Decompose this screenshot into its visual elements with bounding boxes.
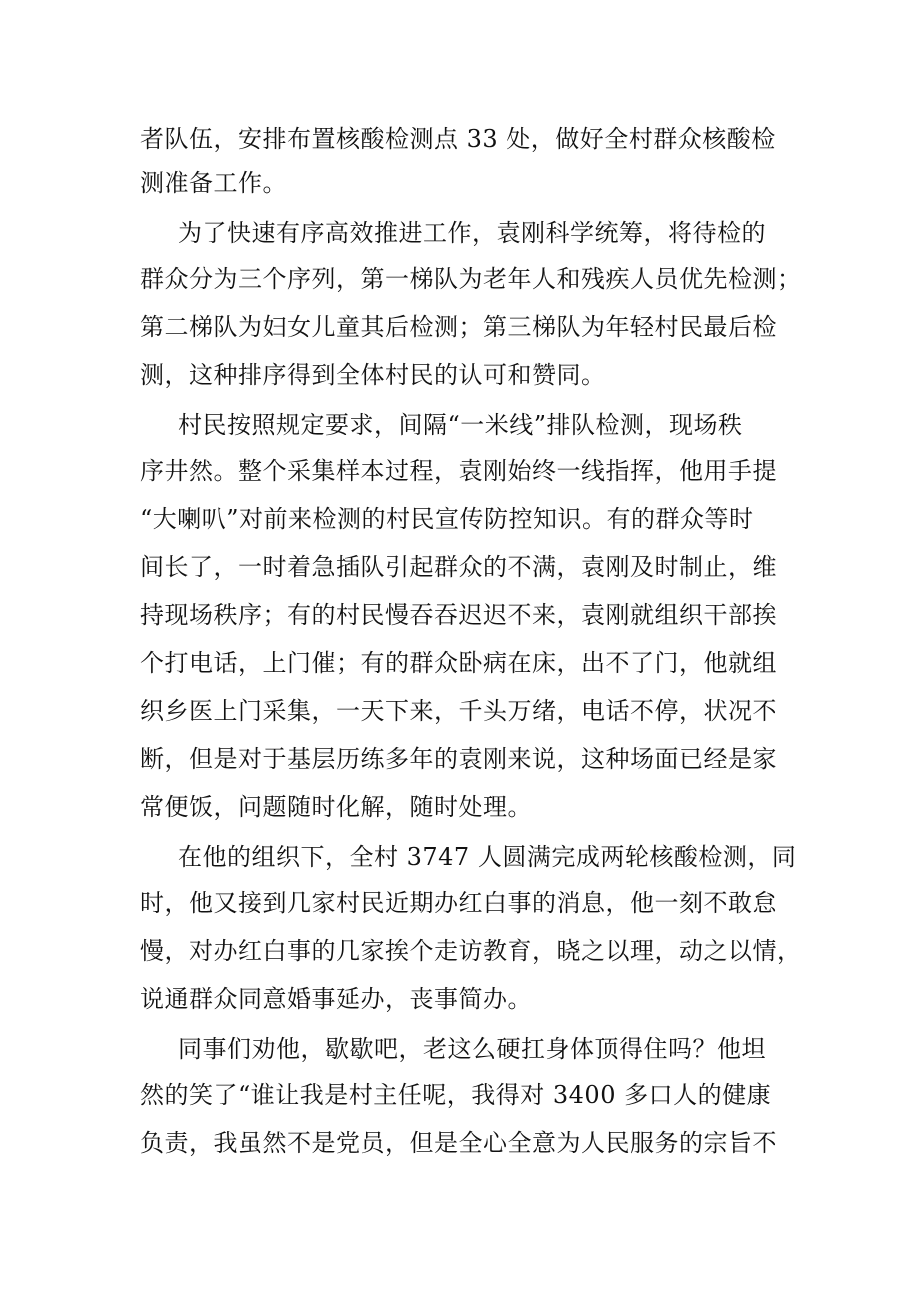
paragraph-first-line: 在他的组织下，全村 3747 人圆满完成两轮核酸检测，同: [178, 843, 797, 871]
text-line: 测准备工作。: [140, 169, 287, 197]
text-line: 第二梯队为妇女儿童其后检测；第三梯队为年轻村民最后检: [140, 313, 777, 341]
text-line: 说通群众同意婚事延办，丧事简办。: [140, 985, 532, 1013]
text-line: 测，这种排序得到全体村民的认可和赞同。: [140, 361, 606, 389]
text-line: 个打电话，上门催；有的群众卧病在床，出不了门，他就组: [140, 649, 777, 677]
text-line: 时，他又接到几家村民近期办红白事的消息，他一刻不敢怠: [140, 889, 777, 917]
text-line: 织乡医上门采集，一天下来，千头万绪，电话不停，状况不: [140, 697, 777, 725]
text-line: 断，但是对于基层历练多年的袁刚来说，这种场面已经是家: [140, 745, 777, 773]
text-line: 序井然。整个采集样本过程，袁刚始终一线指挥，他用手提: [140, 457, 777, 485]
paragraph-first-line: 同事们劝他，歇歇吧，老这么硬扛身体顶得住吗？他坦: [178, 1035, 766, 1063]
text-line: 群众分为三个序列，第一梯队为老年人和残疾人员优先检测；: [140, 265, 802, 293]
text-line: “大喇叭”对前来检测的村民宣传防控知识。有的群众等时: [140, 505, 754, 533]
paragraph-first-line: 为了快速有序高效推进工作，袁刚科学统筹，将待检的: [178, 219, 766, 247]
text-line: 持现场秩序；有的村民慢吞吞迟迟不来，袁刚就组织干部挨: [140, 601, 777, 629]
text-line: 负责，我虽然不是党员，但是全心全意为人民服务的宗旨不: [140, 1129, 777, 1157]
text-line: 者队伍，安排布置核酸检测点 33 处，做好全村群众核酸检: [140, 125, 776, 153]
text-line: 间长了，一时着急插队引起群众的不满，袁刚及时制止，维: [140, 553, 777, 581]
text-line: 常便饭，问题随时化解，随时处理。: [140, 793, 532, 821]
paragraph-first-line: 村民按照规定要求，间隔“一米线”排队检测，现场秩: [178, 411, 743, 439]
text-line: 慢，对办红白事的几家挨个走访教育，晓之以理，动之以情，: [140, 937, 802, 965]
text-line: 然的笑了“谁让我是村主任呢，我得对 3400 多口人的健康: [140, 1081, 772, 1109]
